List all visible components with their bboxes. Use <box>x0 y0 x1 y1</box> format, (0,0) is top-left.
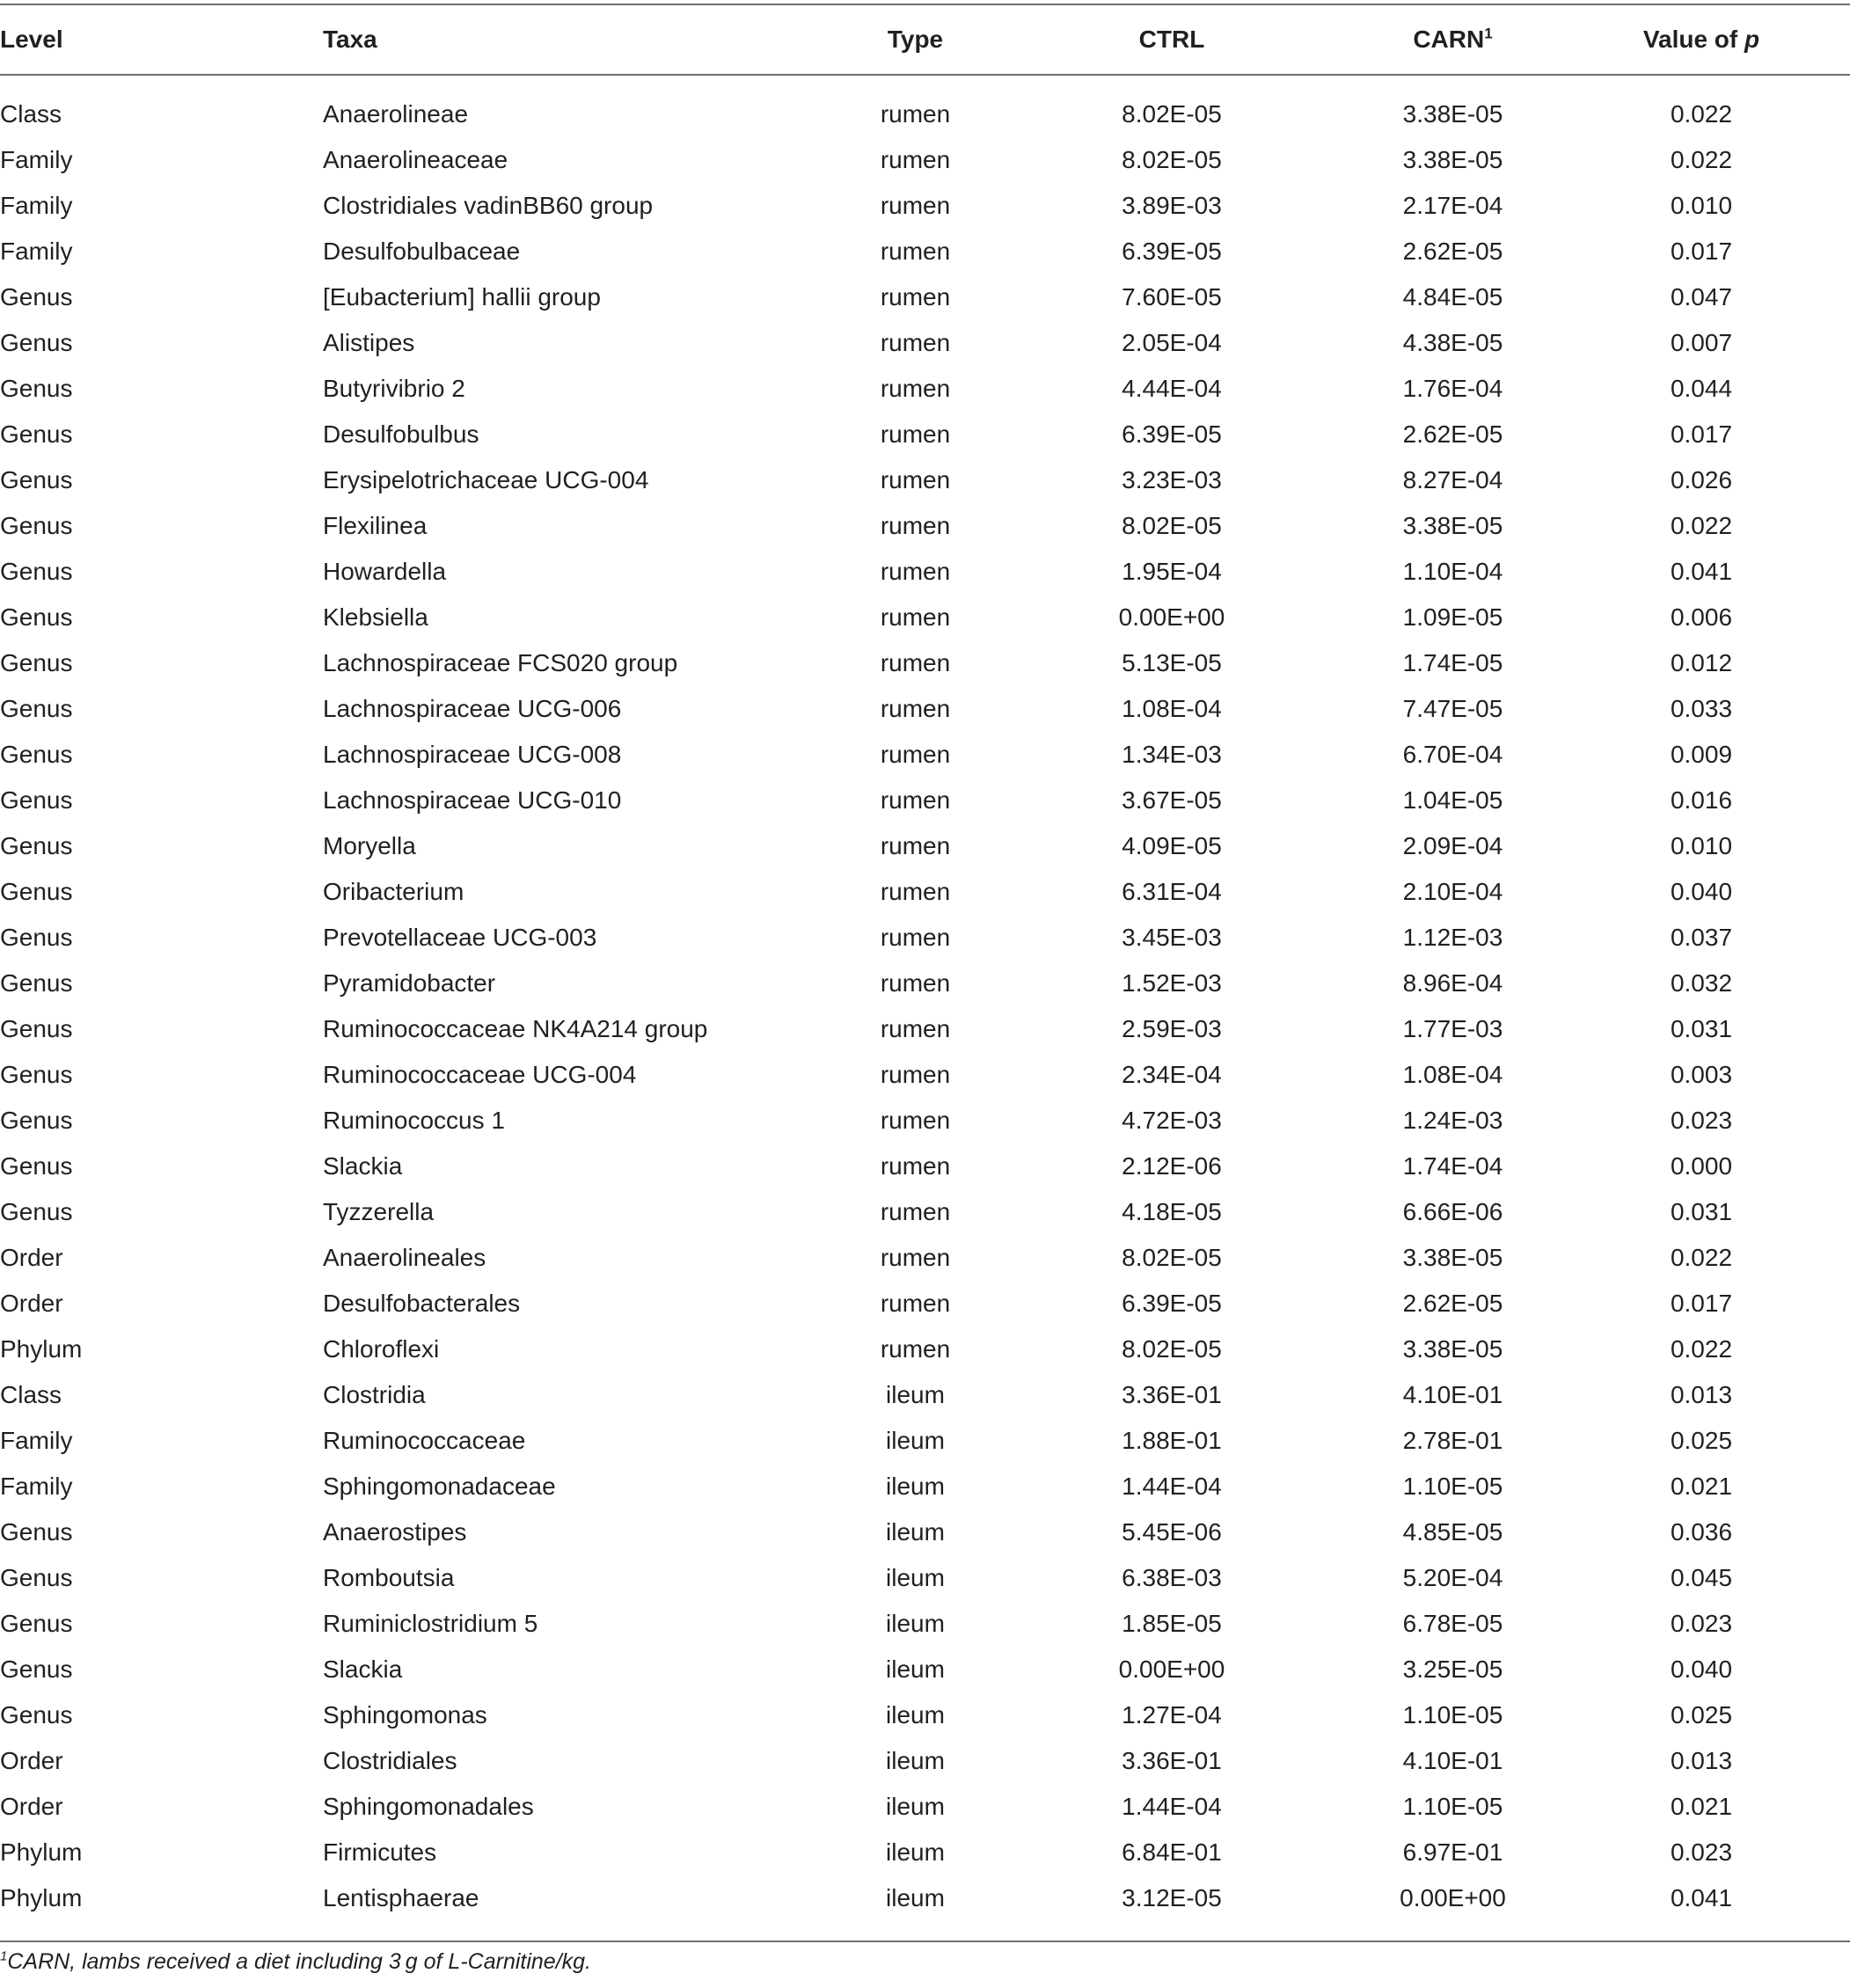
cell-carn: 1.09E-05 <box>1402 603 1503 631</box>
cell-taxa: Lentisphaerae <box>323 1884 479 1911</box>
cell-level: Family <box>0 238 73 265</box>
cell-carn: 3.38E-05 <box>1402 100 1503 128</box>
header-taxa: Taxa <box>323 26 377 53</box>
cell-type: rumen <box>880 558 951 585</box>
header-level: Level <box>0 26 63 53</box>
cell-carn: 2.78E-01 <box>1402 1427 1503 1454</box>
cell-type: rumen <box>880 832 951 859</box>
cell-level: Phylum <box>0 1884 83 1911</box>
cell-taxa: Lachnospiraceae UCG-006 <box>323 695 622 722</box>
cell-ctrl: 5.45E-06 <box>1122 1518 1222 1546</box>
cell-taxa: Pyramidobacter <box>323 969 496 997</box>
cell-type: rumen <box>880 238 951 265</box>
cell-level: Genus <box>0 969 73 997</box>
cell-ctrl: 1.95E-04 <box>1122 558 1222 585</box>
cell-ctrl: 6.39E-05 <box>1122 1290 1222 1317</box>
cell-type: rumen <box>880 969 951 997</box>
cell-type: rumen <box>880 1244 951 1271</box>
cell-level: Phylum <box>0 1335 83 1363</box>
cell-type: ileum <box>886 1655 945 1683</box>
cell-carn: 4.38E-05 <box>1402 329 1503 356</box>
cell-taxa: Howardella <box>323 558 447 585</box>
cell-p-value: 0.041 <box>1670 1884 1733 1911</box>
cell-p-value: 0.032 <box>1670 969 1733 997</box>
cell-p-value: 0.033 <box>1670 695 1733 722</box>
cell-ctrl: 1.52E-03 <box>1122 969 1222 997</box>
spacer-cell <box>0 74 1850 91</box>
cell-type: ileum <box>886 1884 945 1911</box>
cell-type: rumen <box>880 1015 951 1042</box>
table-row <box>0 1098 1850 1144</box>
cell-taxa: Oribacterium <box>323 878 464 905</box>
cell-carn: 3.38E-05 <box>1402 1335 1503 1363</box>
cell-ctrl: 1.88E-01 <box>1122 1427 1222 1454</box>
table-row <box>0 1875 1850 1921</box>
table-row <box>0 229 1850 274</box>
cell-type: ileum <box>886 1518 945 1546</box>
cell-ctrl: 1.08E-04 <box>1122 695 1222 722</box>
cell-ctrl: 1.44E-04 <box>1122 1793 1222 1820</box>
cell-p-value: 0.013 <box>1670 1381 1733 1408</box>
table-row <box>0 1464 1850 1509</box>
cell-taxa: Sphingomonadaceae <box>323 1473 556 1500</box>
cell-p-value: 0.040 <box>1670 1655 1733 1683</box>
cell-taxa: Ruminococcaceae NK4A214 group <box>323 1015 708 1042</box>
table-row <box>0 1692 1850 1738</box>
header-ctrl: CTRL <box>1138 26 1205 53</box>
cell-ctrl: 2.05E-04 <box>1122 329 1222 356</box>
cell-p-value: 0.022 <box>1670 1335 1733 1363</box>
cell-p-value: 0.007 <box>1670 329 1733 356</box>
header-carn <box>1353 5 1553 74</box>
table-row <box>0 91 1850 137</box>
cell-taxa: Lachnospiraceae UCG-010 <box>323 786 622 814</box>
cell-p-value: 0.017 <box>1670 1290 1733 1317</box>
cell-type: rumen <box>880 1107 951 1134</box>
cell-level: Genus <box>0 603 73 631</box>
cell-ctrl: 2.12E-06 <box>1122 1152 1222 1180</box>
cell-type: rumen <box>880 1198 951 1225</box>
cell-p-value: 0.000 <box>1670 1152 1733 1180</box>
cell-taxa: Anaerolineales <box>323 1244 486 1271</box>
cell-carn: 1.76E-04 <box>1402 375 1503 402</box>
table-row <box>0 1601 1850 1647</box>
cell-taxa: Clostridiales <box>323 1747 457 1774</box>
cell-carn: 3.38E-05 <box>1402 1244 1503 1271</box>
cell-p-value: 0.017 <box>1670 420 1733 448</box>
cell-level: Family <box>0 1427 73 1454</box>
cell-p-value: 0.006 <box>1670 603 1733 631</box>
cell-type: ileum <box>886 1838 945 1866</box>
cell-taxa: Sphingomonadales <box>323 1793 534 1820</box>
cell-type: rumen <box>880 192 951 219</box>
cell-carn: 1.10E-04 <box>1402 558 1503 585</box>
cell-p-value: 0.023 <box>1670 1107 1733 1134</box>
cell-ctrl: 1.44E-04 <box>1122 1473 1222 1500</box>
cell-carn: 1.74E-05 <box>1402 649 1503 676</box>
cell-type: rumen <box>880 375 951 402</box>
cell-p-value: 0.013 <box>1670 1747 1733 1774</box>
cell-type: rumen <box>880 878 951 905</box>
cell-carn: 8.96E-04 <box>1402 969 1503 997</box>
cell-taxa: Desulfobacterales <box>323 1290 521 1317</box>
cell-ctrl: 2.34E-04 <box>1122 1061 1222 1088</box>
table-row <box>0 1509 1850 1555</box>
cell-ctrl: 8.02E-05 <box>1122 1335 1222 1363</box>
cell-type: ileum <box>886 1381 945 1408</box>
cell-taxa: Anaerolineaceae <box>323 146 508 173</box>
cell-taxa: Romboutsia <box>323 1564 455 1591</box>
cell-ctrl: 1.27E-04 <box>1122 1701 1222 1729</box>
cell-ctrl: 3.12E-05 <box>1122 1884 1222 1911</box>
cell-carn: 4.85E-05 <box>1402 1518 1503 1546</box>
cell-type: rumen <box>880 1335 951 1363</box>
cell-carn: 7.47E-05 <box>1402 695 1503 722</box>
table-row <box>0 137 1850 183</box>
footnote-text: CARN, lambs received a diet including 3 g of L-Carnitine/kg. <box>7 1949 592 1974</box>
cell-type: rumen <box>880 1290 951 1317</box>
cell-level: Genus <box>0 786 73 814</box>
cell-p-value: 0.010 <box>1670 832 1733 859</box>
cell-taxa: Klebsiella <box>323 603 428 631</box>
cell-p-value: 0.031 <box>1670 1015 1733 1042</box>
cell-ctrl: 8.02E-05 <box>1122 146 1222 173</box>
table-row <box>0 457 1850 503</box>
table-row <box>0 366 1850 412</box>
cell-carn: 5.20E-04 <box>1402 1564 1503 1591</box>
table-row <box>0 1372 1850 1418</box>
table-row <box>0 961 1850 1006</box>
cell-ctrl: 3.36E-01 <box>1122 1381 1222 1408</box>
cell-p-value: 0.003 <box>1670 1061 1733 1088</box>
table-row <box>0 732 1850 778</box>
cell-type: rumen <box>880 283 951 311</box>
cell-p-value: 0.041 <box>1670 558 1733 585</box>
cell-level: Genus <box>0 924 73 951</box>
cell-ctrl: 3.89E-03 <box>1122 192 1222 219</box>
table-bottom-rule <box>0 1940 1850 1942</box>
cell-taxa: Desulfobulbus <box>323 420 479 448</box>
cell-ctrl: 6.31E-04 <box>1122 878 1222 905</box>
cell-carn: 2.17E-04 <box>1402 192 1503 219</box>
cell-level: Class <box>0 1381 62 1408</box>
table-row <box>0 1784 1850 1830</box>
cell-ctrl: 8.02E-05 <box>1122 1244 1222 1271</box>
cell-ctrl: 6.39E-05 <box>1122 420 1222 448</box>
table-row <box>0 1006 1850 1052</box>
cell-level: Genus <box>0 512 73 539</box>
table-row <box>0 549 1850 595</box>
table-row <box>0 640 1850 686</box>
cell-ctrl: 0.00E+00 <box>1118 1655 1225 1683</box>
taxa-abundance-table <box>0 5 1850 1921</box>
cell-p-value: 0.023 <box>1670 1610 1733 1637</box>
cell-level: Genus <box>0 832 73 859</box>
cell-type: ileum <box>886 1793 945 1820</box>
header-p-value <box>1553 5 1850 74</box>
table-row <box>0 1235 1850 1281</box>
table-row <box>0 503 1850 549</box>
table-row <box>0 915 1850 961</box>
cell-carn: 6.66E-06 <box>1402 1198 1503 1225</box>
cell-level: Order <box>0 1244 63 1271</box>
cell-level: Genus <box>0 420 73 448</box>
cell-ctrl: 6.39E-05 <box>1122 238 1222 265</box>
header-type: Type <box>887 26 944 53</box>
cell-p-value: 0.026 <box>1670 466 1733 493</box>
cell-p-value: 0.025 <box>1670 1427 1733 1454</box>
cell-carn: 1.12E-03 <box>1402 924 1503 951</box>
table-row <box>0 274 1850 320</box>
cell-taxa: Butyrivibrio 2 <box>323 375 465 402</box>
cell-level: Genus <box>0 283 73 311</box>
cell-p-value: 0.012 <box>1670 649 1733 676</box>
cell-type: rumen <box>880 1152 951 1180</box>
cell-taxa: Clostridiales vadinBB60 group <box>323 192 654 219</box>
footnote-marker: 1 <box>0 1948 8 1964</box>
table-row <box>0 1281 1850 1327</box>
cell-level: Family <box>0 146 73 173</box>
cell-taxa: Alistipes <box>323 329 415 356</box>
cell-p-value: 0.044 <box>1670 375 1733 402</box>
table-row <box>0 595 1850 640</box>
cell-level: Genus <box>0 466 73 493</box>
cell-level: Genus <box>0 1610 73 1637</box>
cell-level: Genus <box>0 649 73 676</box>
cell-ctrl: 8.02E-05 <box>1122 100 1222 128</box>
cell-ctrl: 3.36E-01 <box>1122 1747 1222 1774</box>
cell-type: ileum <box>886 1701 945 1729</box>
cell-carn: 6.78E-05 <box>1402 1610 1503 1637</box>
cell-type: ileum <box>886 1564 945 1591</box>
cell-taxa: Clostridia <box>323 1381 426 1408</box>
cell-taxa: Sphingomonas <box>323 1701 487 1729</box>
cell-carn: 6.70E-04 <box>1402 741 1503 768</box>
cell-carn: 4.84E-05 <box>1402 283 1503 311</box>
cell-carn: 6.97E-01 <box>1402 1838 1503 1866</box>
cell-level: Genus <box>0 878 73 905</box>
cell-p-value: 0.021 <box>1670 1793 1733 1820</box>
cell-carn: 3.38E-05 <box>1402 512 1503 539</box>
table-row <box>0 1144 1850 1189</box>
cell-level: Genus <box>0 695 73 722</box>
cell-type: rumen <box>880 1061 951 1088</box>
cell-level: Genus <box>0 1564 73 1591</box>
cell-carn: 2.10E-04 <box>1402 878 1503 905</box>
table-row <box>0 320 1850 366</box>
cell-taxa: Erysipelotrichaceae UCG-004 <box>323 466 649 493</box>
cell-carn: 1.10E-05 <box>1402 1473 1503 1500</box>
cell-type: ileum <box>886 1427 945 1454</box>
cell-level: Family <box>0 192 73 219</box>
cell-level: Class <box>0 100 62 128</box>
cell-taxa: Anaerostipes <box>323 1518 467 1546</box>
table-row <box>0 1327 1850 1372</box>
cell-level: Genus <box>0 1655 73 1683</box>
cell-carn: 3.38E-05 <box>1402 146 1503 173</box>
cell-level: Genus <box>0 1518 73 1546</box>
header-p-italic: p <box>1744 26 1760 53</box>
cell-carn: 4.10E-01 <box>1402 1747 1503 1774</box>
cell-type: ileum <box>886 1473 945 1500</box>
table-row <box>0 869 1850 915</box>
table-body <box>0 74 1850 1921</box>
cell-p-value: 0.022 <box>1670 146 1733 173</box>
cell-type: rumen <box>880 786 951 814</box>
cell-ctrl: 4.18E-05 <box>1122 1198 1222 1225</box>
header-carn-footnote-marker: 1 <box>1484 25 1493 42</box>
cell-ctrl: 0.00E+00 <box>1118 603 1225 631</box>
table-row <box>0 778 1850 823</box>
cell-p-value: 0.017 <box>1670 238 1733 265</box>
cell-taxa: Lachnospiraceae FCS020 group <box>323 649 678 676</box>
cell-type: rumen <box>880 603 951 631</box>
cell-level: Genus <box>0 1701 73 1729</box>
cell-taxa: [Eubacterium] hallii group <box>323 283 601 311</box>
cell-carn: 3.25E-05 <box>1402 1655 1503 1683</box>
cell-taxa: Slackia <box>323 1655 403 1683</box>
cell-carn: 1.77E-03 <box>1402 1015 1503 1042</box>
cell-level: Genus <box>0 1107 73 1134</box>
table-row <box>0 1738 1850 1784</box>
cell-ctrl: 7.60E-05 <box>1122 283 1222 311</box>
cell-carn: 8.27E-04 <box>1402 466 1503 493</box>
cell-ctrl: 4.09E-05 <box>1122 832 1222 859</box>
cell-p-value: 0.040 <box>1670 878 1733 905</box>
cell-p-value: 0.009 <box>1670 741 1733 768</box>
cell-carn: 1.10E-05 <box>1402 1793 1503 1820</box>
cell-p-value: 0.036 <box>1670 1518 1733 1546</box>
cell-taxa: Tyzzerella <box>323 1198 435 1225</box>
cell-ctrl: 1.34E-03 <box>1122 741 1222 768</box>
cell-type: rumen <box>880 695 951 722</box>
cell-taxa: Ruminococcus 1 <box>323 1107 505 1134</box>
cell-ctrl: 6.84E-01 <box>1122 1838 1222 1866</box>
cell-carn: 0.00E+00 <box>1400 1884 1506 1911</box>
cell-p-value: 0.021 <box>1670 1473 1733 1500</box>
table-row <box>0 1189 1850 1235</box>
cell-taxa: Prevotellaceae UCG-003 <box>323 924 597 951</box>
cell-type: rumen <box>880 466 951 493</box>
cell-level: Genus <box>0 1015 73 1042</box>
cell-carn: 1.74E-04 <box>1402 1152 1503 1180</box>
cell-p-value: 0.022 <box>1670 100 1733 128</box>
cell-ctrl: 6.38E-03 <box>1122 1564 1222 1591</box>
cell-level: Genus <box>0 1061 73 1088</box>
cell-p-value: 0.047 <box>1670 283 1733 311</box>
cell-taxa: Lachnospiraceae UCG-008 <box>323 741 622 768</box>
header-p-prefix: Value of <box>1642 26 1745 53</box>
cell-type: rumen <box>880 924 951 951</box>
cell-level: Order <box>0 1747 63 1774</box>
cell-p-value: 0.045 <box>1670 1564 1733 1591</box>
cell-level: Genus <box>0 558 73 585</box>
cell-carn: 1.04E-05 <box>1402 786 1503 814</box>
cell-level: Genus <box>0 741 73 768</box>
cell-p-value: 0.016 <box>1670 786 1733 814</box>
cell-level: Genus <box>0 1152 73 1180</box>
table-row <box>0 1830 1850 1875</box>
cell-type: rumen <box>880 329 951 356</box>
cell-taxa: Chloroflexi <box>323 1335 440 1363</box>
table-row <box>0 1052 1850 1098</box>
cell-type: ileum <box>886 1747 945 1774</box>
cell-carn: 1.08E-04 <box>1402 1061 1503 1088</box>
cell-taxa: Anaerolineae <box>323 100 469 128</box>
header-carn-label: CARN <box>1413 26 1485 53</box>
table-body-spacer <box>0 74 1850 91</box>
table-row <box>0 1647 1850 1692</box>
cell-taxa: Firmicutes <box>323 1838 437 1866</box>
cell-type: rumen <box>880 420 951 448</box>
cell-level: Phylum <box>0 1838 83 1866</box>
cell-type: rumen <box>880 146 951 173</box>
cell-taxa: Moryella <box>323 832 416 859</box>
cell-ctrl: 3.45E-03 <box>1122 924 1222 951</box>
cell-p-value: 0.023 <box>1670 1838 1733 1866</box>
table-row <box>0 1418 1850 1464</box>
cell-type: ileum <box>886 1610 945 1637</box>
table-header-row <box>0 5 1850 74</box>
cell-ctrl: 3.23E-03 <box>1122 466 1222 493</box>
cell-p-value: 0.022 <box>1670 512 1733 539</box>
cell-level: Genus <box>0 1198 73 1225</box>
cell-carn: 2.62E-05 <box>1402 1290 1503 1317</box>
cell-p-value: 0.010 <box>1670 192 1733 219</box>
cell-level: Genus <box>0 329 73 356</box>
cell-carn: 1.24E-03 <box>1402 1107 1503 1134</box>
cell-p-value: 0.022 <box>1670 1244 1733 1271</box>
cell-type: rumen <box>880 649 951 676</box>
cell-type: rumen <box>880 741 951 768</box>
cell-carn: 2.62E-05 <box>1402 238 1503 265</box>
cell-ctrl: 4.72E-03 <box>1122 1107 1222 1134</box>
cell-taxa: Slackia <box>323 1152 403 1180</box>
table-row <box>0 412 1850 457</box>
cell-level: Genus <box>0 375 73 402</box>
cell-taxa: Ruminococcaceae UCG-004 <box>323 1061 637 1088</box>
cell-ctrl: 8.02E-05 <box>1122 512 1222 539</box>
table-footnote <box>0 1949 591 1975</box>
cell-carn: 4.10E-01 <box>1402 1381 1503 1408</box>
cell-taxa: Flexilinea <box>323 512 428 539</box>
cell-ctrl: 4.44E-04 <box>1122 375 1222 402</box>
table-row <box>0 686 1850 732</box>
cell-level: Order <box>0 1290 63 1317</box>
cell-carn: 2.09E-04 <box>1402 832 1503 859</box>
cell-ctrl: 2.59E-03 <box>1122 1015 1222 1042</box>
cell-type: rumen <box>880 100 951 128</box>
cell-ctrl: 1.85E-05 <box>1122 1610 1222 1637</box>
cell-p-value: 0.031 <box>1670 1198 1733 1225</box>
table-row <box>0 183 1850 229</box>
table-row <box>0 1555 1850 1601</box>
cell-type: rumen <box>880 512 951 539</box>
cell-p-value: 0.037 <box>1670 924 1733 951</box>
cell-level: Family <box>0 1473 73 1500</box>
cell-taxa: Desulfobulbaceae <box>323 238 521 265</box>
table-row <box>0 823 1850 869</box>
cell-p-value: 0.025 <box>1670 1701 1733 1729</box>
cell-taxa: Ruminiclostridium 5 <box>323 1610 538 1637</box>
cell-level: Order <box>0 1793 63 1820</box>
cell-carn: 1.10E-05 <box>1402 1701 1503 1729</box>
cell-ctrl: 5.13E-05 <box>1122 649 1222 676</box>
cell-taxa: Ruminococcaceae <box>323 1427 526 1454</box>
cell-ctrl: 3.67E-05 <box>1122 786 1222 814</box>
cell-carn: 2.62E-05 <box>1402 420 1503 448</box>
